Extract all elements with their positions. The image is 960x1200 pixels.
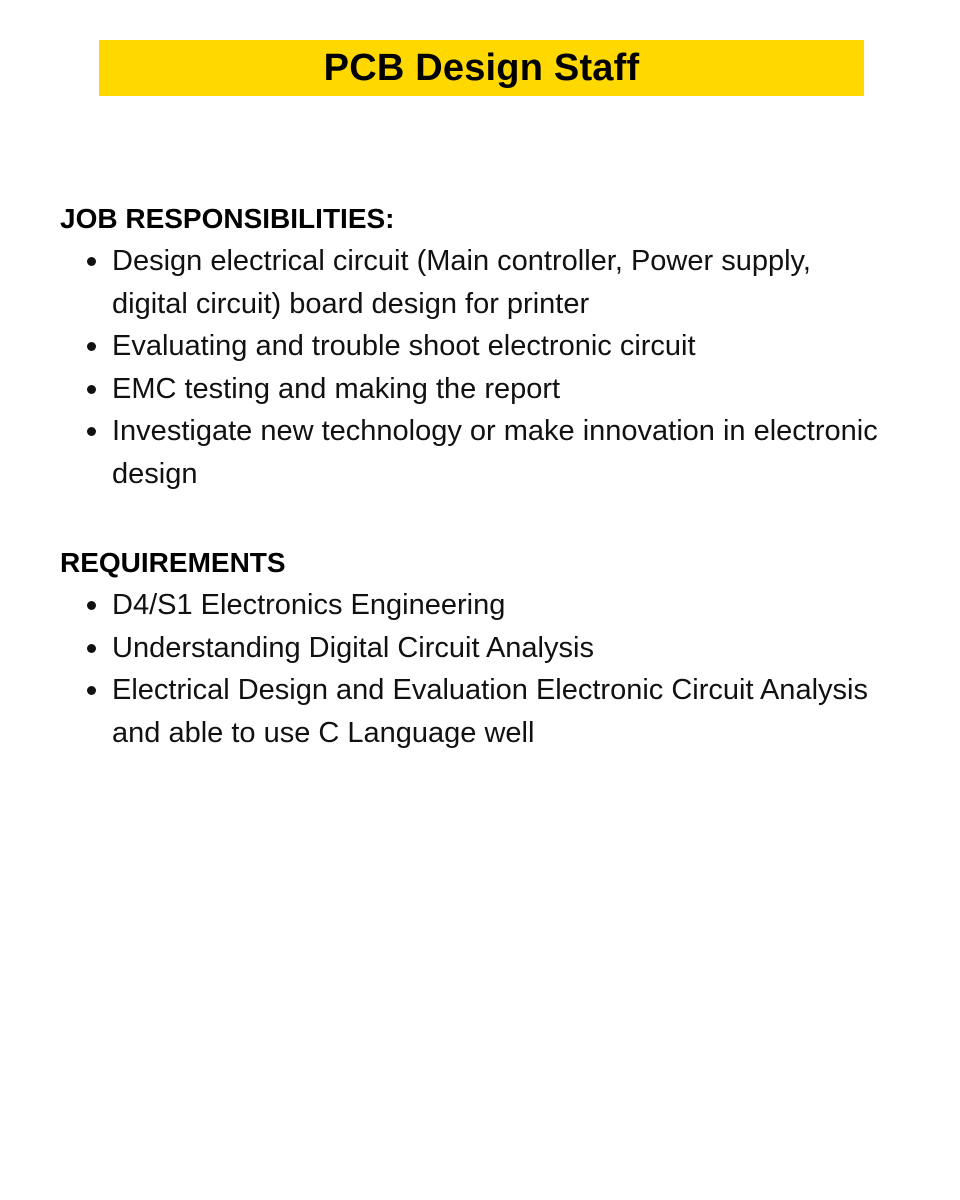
list-item [60, 325, 880, 368]
list-item [60, 240, 880, 325]
job-responsibilities-heading: JOB RESPONSIBILITIES: [60, 203, 395, 234]
list-item-text: D4/S1 Electronics Engineering [112, 589, 506, 621]
list-item-text: Understanding Digital Circuit Analysis [112, 631, 594, 664]
list-item-text: Evaluating and trouble shoot electronic circuit [112, 330, 696, 362]
bullet-icon [87, 385, 96, 394]
list-item [60, 368, 880, 411]
requirements-section [60, 544, 880, 754]
job-responsibilities-section [60, 200, 880, 495]
requirements-heading: REQUIREMENTS [60, 547, 286, 578]
list-item [60, 584, 880, 627]
list-item-text: Electrical Design and Evaluation Electronic Circuit Analysis and able to use C Language well [112, 674, 868, 749]
bullet-icon [87, 427, 96, 436]
page-title: PCB Design Staff [323, 46, 640, 89]
bullet-icon [87, 342, 96, 351]
list-item [60, 627, 880, 670]
bullet-icon [87, 644, 96, 653]
requirements-list [60, 584, 880, 754]
bullet-icon [87, 257, 96, 266]
bullet-icon [87, 601, 96, 610]
list-item-text: EMC testing and making the report [112, 372, 561, 405]
list-item-text: Design electrical circuit (Main controller, Power supply, digital circuit) board design for printer [112, 245, 811, 320]
title-banner [99, 40, 864, 96]
bullet-icon [87, 686, 96, 695]
list-item-text: Investigate new technology or make innovation in electronic design [112, 415, 878, 490]
job-responsibilities-list [60, 240, 880, 495]
list-item [60, 410, 880, 495]
list-item [60, 669, 880, 754]
